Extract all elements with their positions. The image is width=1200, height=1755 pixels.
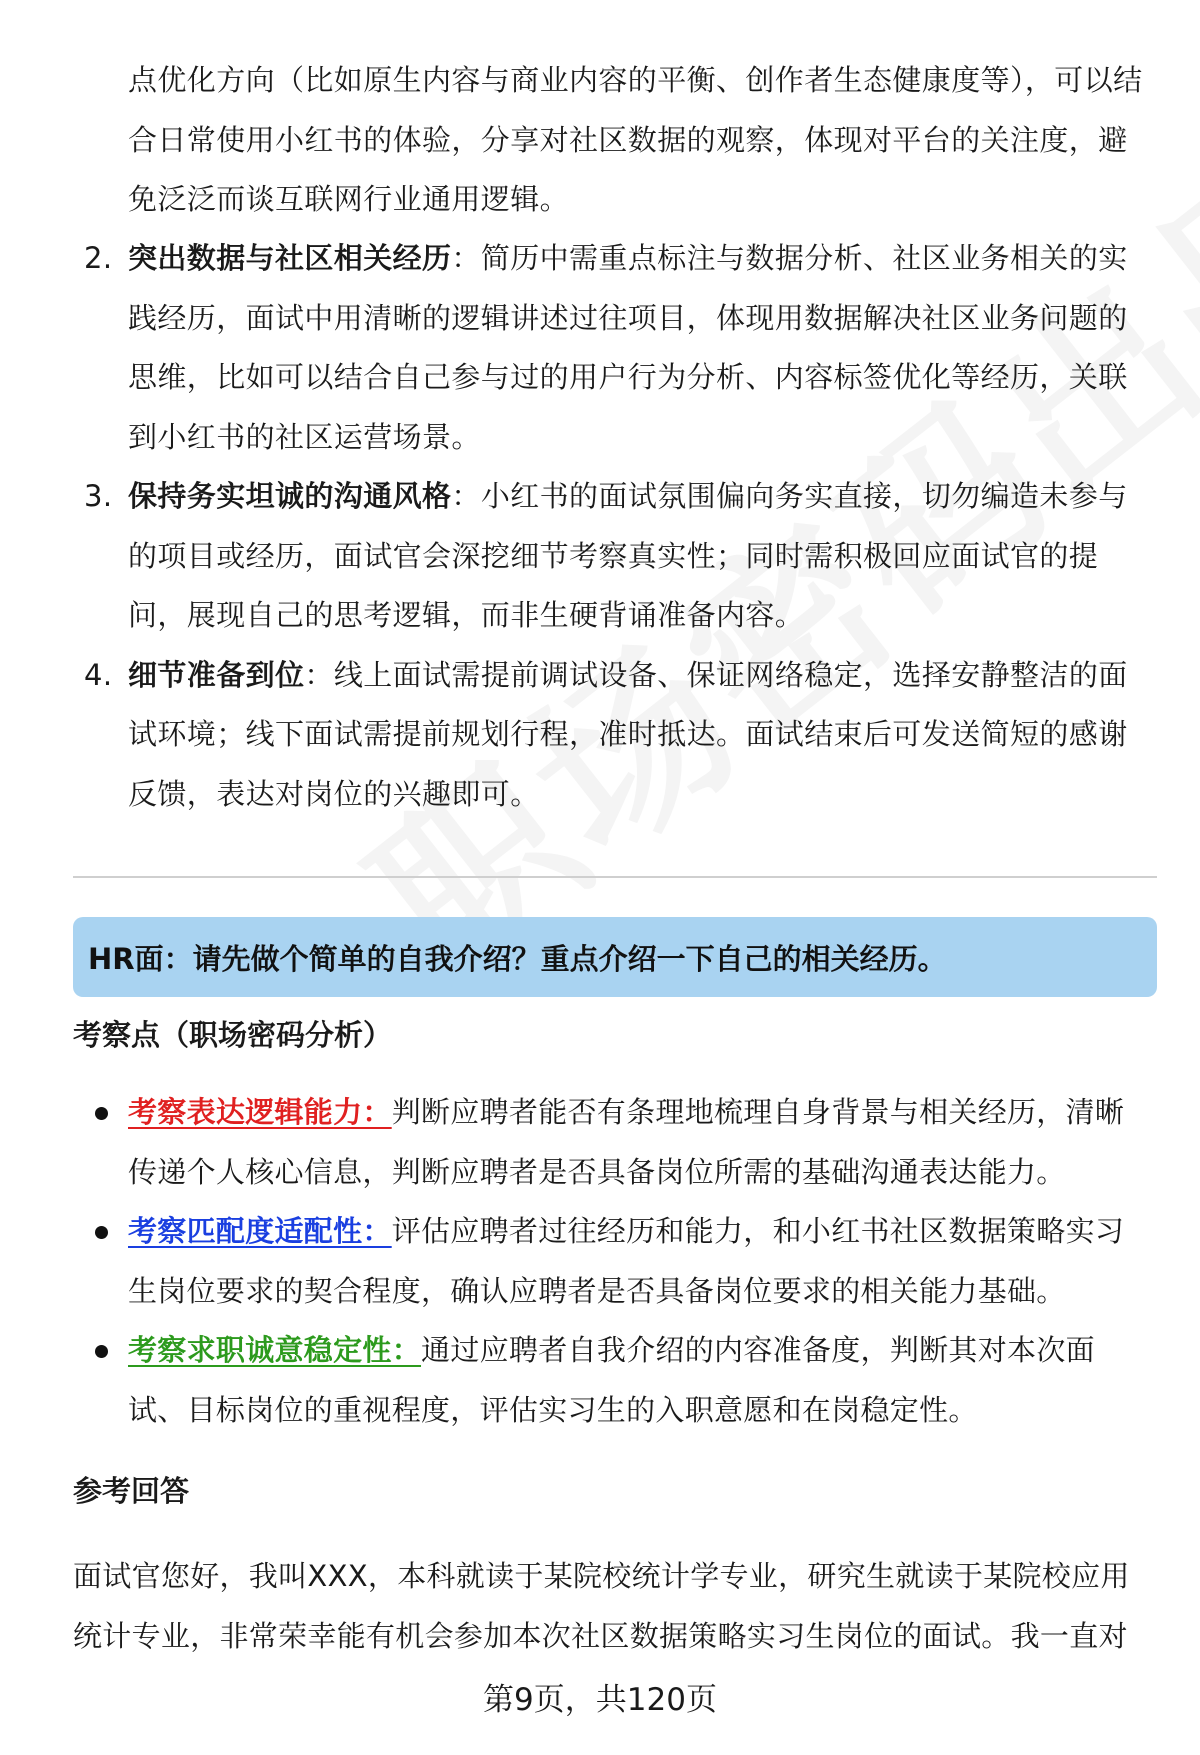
item-text: 线上面试需提前调试设备、保证网络稳定，选择安静整洁的面试环境；线下面试需提前规划行程，准时抵达。面试结束后可发送简短的感谢反馈，表达对岗位的兴趣即可。 <box>128 657 1128 811</box>
item-number: 2. <box>84 241 113 275</box>
bullet-label: 考察求职诚意稳定性： <box>128 1333 422 1367</box>
page-footer: 第9页，共120页 <box>483 1682 717 1718</box>
item-separator: ： <box>451 479 481 513</box>
bullet-item <box>0 1083 1148 1202</box>
item-separator: ： <box>451 241 481 275</box>
bullet-dot <box>95 1226 108 1239</box>
divider <box>73 876 1157 878</box>
bullet-dot <box>95 1345 108 1358</box>
item-title: 保持务实坦诚的沟通风格 <box>128 479 452 513</box>
item-title: 细节准备到位 <box>128 657 305 692</box>
bullet-text: 通过应聘者自我介绍的内容准备度，判断其对本次面试、目标岗位的重视程度，评估实习生的入职意愿和在岗稳定性。 <box>128 1333 1095 1427</box>
reference-answer: 面试官您好，我叫XXX，本科就读于某院校统计学专业，研究生就读于某院校应用统计专业，非常荣幸能有机会参加本次社区数据策略实习生岗位的面试。我一直对 <box>73 1559 1130 1653</box>
item-number: 4. <box>84 657 113 692</box>
question-box <box>73 917 1157 997</box>
analysis-list <box>0 1083 1200 1440</box>
item-text: 简历中需重点标注与数据分析、社区业务相关的实践经历，面试中用清晰的逻辑讲述过往项目，体现用数据解决社区业务问题的思维，比如可以结合自己参与过的用户行为分析、内容标签优化等经历，关联到小红书的社区运营场景。 <box>128 241 1128 454</box>
question-text: HR面：请先做个简单的自我介绍？重点介绍一下自己的相关经历。 <box>88 941 947 976</box>
list-item <box>0 229 1148 467</box>
bullet-label: 考察表达逻辑能力： <box>128 1095 392 1129</box>
item-number: 3. <box>84 479 113 513</box>
lead-paragraph: 点优化方向（比如原生内容与商业内容的平衡、创作者生态健康度等），可以结合日常使用小红书的体验，分享对社区数据的观察，体现对平台的关注度，避免泛泛而谈互联网行业通用逻辑。 <box>128 63 1143 216</box>
bullet-dot <box>95 1107 108 1120</box>
item-title: 突出数据与社区相关经历 <box>128 241 452 275</box>
item-text: 小红书的面试氛围偏向务实直接，切勿编造未参与的项目或经历，面试官会深挖细节考察真实性；同时需积极回应面试官的提问，展现自己的思考逻辑，而非生硬背诵准备内容。 <box>128 479 1128 632</box>
list-item <box>0 646 1148 825</box>
bullet-label: 考察匹配度适配性： <box>128 1214 392 1248</box>
reference-title: 参考回答 <box>73 1474 190 1508</box>
list-item <box>0 467 1148 646</box>
bullet-text: 判断应聘者能否有条理地梳理自身背景与相关经历，清晰传递个人核心信息，判断应聘者是否具备岗位所需的基础沟通表达能力。 <box>128 1095 1125 1189</box>
analysis-title: 考察点（职场密码分析） <box>73 1018 393 1052</box>
item-separator: ： <box>304 657 334 692</box>
tips-list <box>0 229 1200 824</box>
bullet-item <box>0 1202 1148 1321</box>
bullet-text: 评估应聘者过往经历和能力，和小红书社区数据策略实习生岗位要求的契合程度，确认应聘者是否具备岗位要求的相关能力基础。 <box>128 1214 1125 1308</box>
bullet-item <box>0 1321 1148 1440</box>
